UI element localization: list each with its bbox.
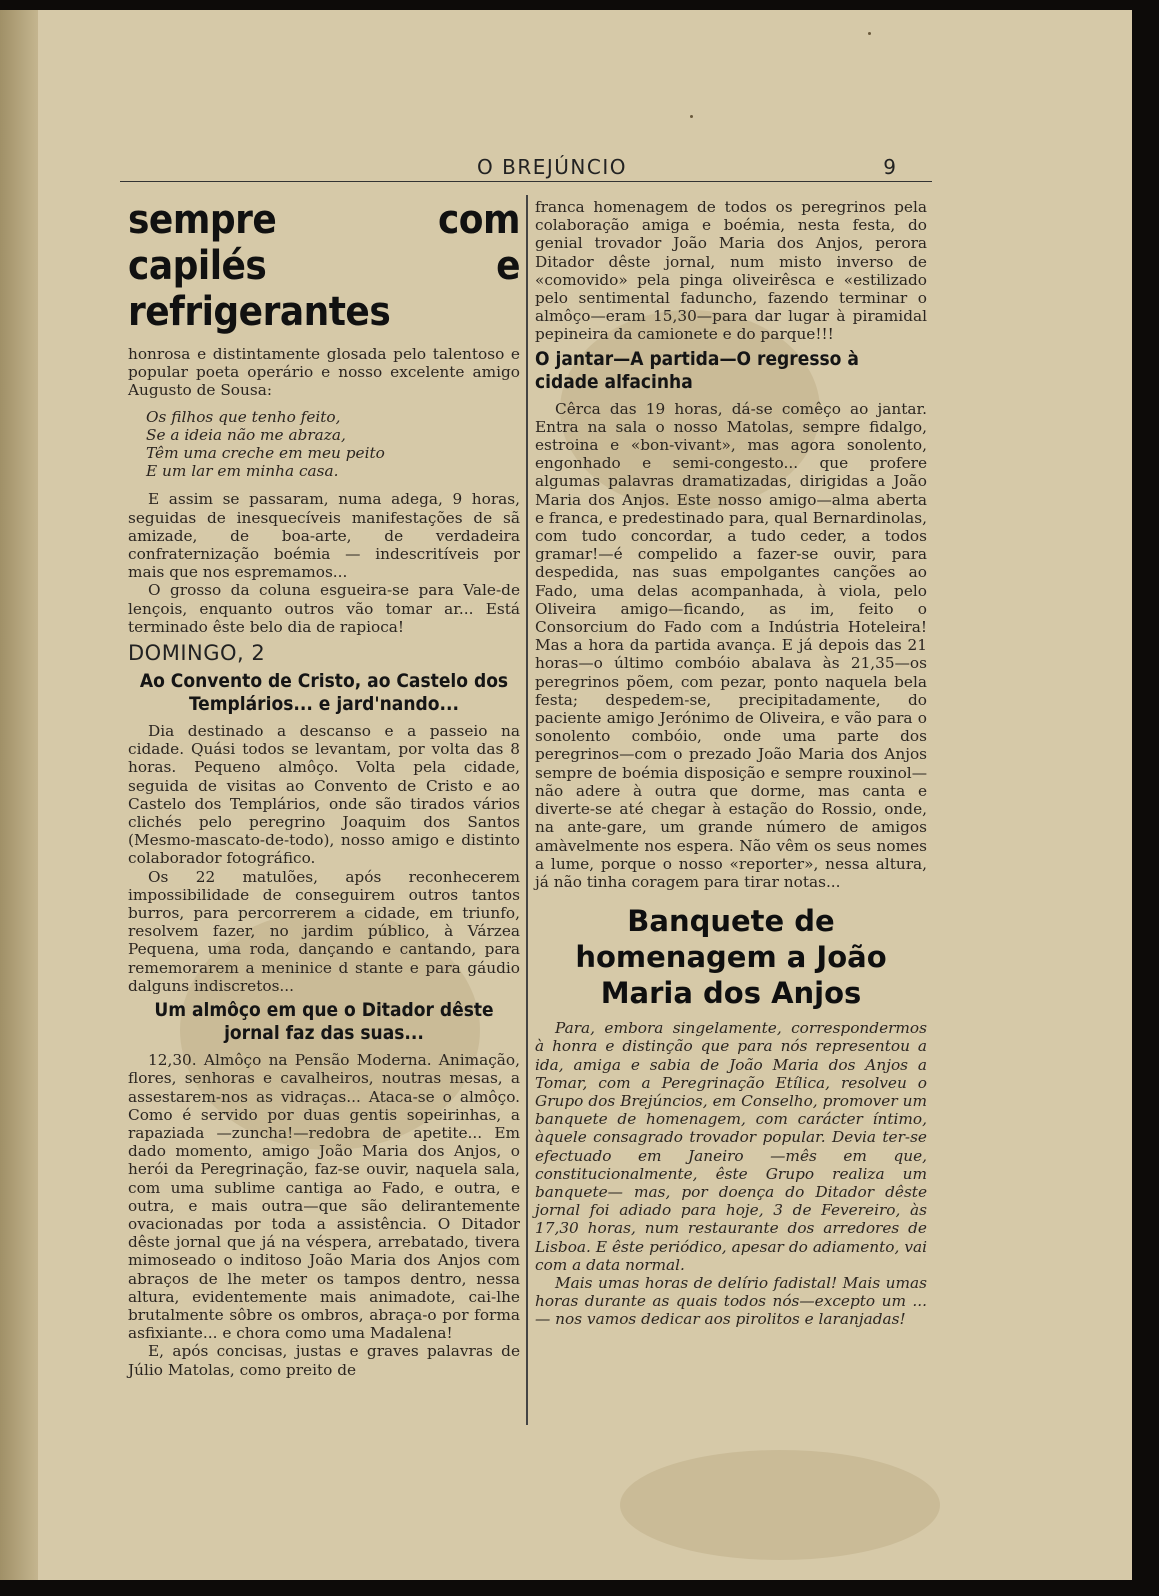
right-column [535,198,927,1329]
verse-line: Têm uma creche em meu peito [146,444,385,463]
paper-speck [690,115,693,118]
paragraph: Os 22 matulões, após reconhecerem impossibilidade de conseguirem outros tantos burros, para percorrerem a cidade, em triunfo, resolvem fazer, no jardim público, à Várzea Pequena, uma roda, dançando e cantando, para rememorarem a meninice d stante e para gáudio dalguns indiscretos... [128,867,520,995]
paragraph: Mais umas horas de delírio fadistal! Mais umas horas durante as quais todos nós—excepto um ... — nos vamos dedicar aos pirolitos e laranjadas! [535,1273,927,1329]
headline-capiles: sempre com capilés e refrigerantes [128,197,520,335]
paragraph: E assim se passaram, numa adega, 9 horas, seguidas de inesquecíveis manifestações de sã amizade, de boa-arte, de verdadeira confraternização boémia — indescritíveis por mais que nos espremamos... [128,490,520,582]
running-head [120,153,932,182]
paper-stain [620,1450,940,1560]
verse-line: E um lar em minha casa. [146,462,339,481]
verse-block [146,408,520,481]
paragraph: Para, embora singelamente, correspondermos à honra e distinção que para nós representou a ida, amiga e sabia de João Maria dos Anjos a Tomar, com a Peregrinação Etílica, resolveu o Grupo dos Brejúncios, em Conselho, promover um banquete de homenagem, com carácter íntimo, àquele consagrado trovador popular. Devia ter-se efectuado em Janeiro —mês em que, constitucionalmente, êste Grupo realiza um banquete— mas, por doença do Ditador dêste jornal foi adiado para hoje, 3 de Fevereiro, às 17,30 horas, num restaurante dos arredores de Lisboa. E êste periódico, apesar do adiamento, vai com a data normal. [535,1019,927,1274]
section-heading-almoco: Um almôço em que o Ditador dêste jornal faz das suas... [154,999,494,1045]
verse-line: Se a ideia não me abraza, [146,425,346,444]
banquete-notice [535,1019,927,1328]
paragraph: franca homenagem de todos os peregrinos pela colaboração amiga e boémia, nesta festa, do genial trovador João Maria dos Anjos, perora Ditador dêste jornal, num misto inverso de «comovido» pela pinga oliveirêsca e «estilizado pelo sentimental faduncho, fazendo terminar o almôço—eram 15,30—para dar lugar à piramidal pepineira da camionete e do parque!!! [535,198,927,344]
paragraph: 12,30. Almôço na Pensão Moderna. Animação, flores, senhoras e cavalheiros, noutras mesas, a assestarem-nos as vidraças... Ataca-se o almôço. Como é servido por duas gentis sopeirinhas, a rapaziada —zuncha!—redobra de apetite... Em dado momento, amigo João Maria dos Anjos, o herói da Peregrinação, faz-se ouvir, naquela sala, com uma sublime cantiga ao Fado, e outra, e outra, e mais outra—que são delirantemente ovacionadas por toda a assistência. O Ditador dêste jornal que já na véspera, arrebatado, tivera mimoseado o inditoso João Maria dos Anjos com abraços de lhe meter os tampos dentro, nessa altura, evidentemente mais animadote, cai-lhe brutalmente sôbre os ombros, abraça-o por forma asfixiante... e chora como uma Madalena! [128,1051,520,1343]
page-number: 9 [883,155,896,179]
day-heading: DOMINGO, 2 [128,641,266,666]
section-heading-convento: Ao Convento de Cristo, ao Castelo dos Templários... e jard'nando... [139,670,509,716]
section-heading-banquete: Banquete de homenagem a João Maria dos Anjos [575,904,887,1011]
binding-edge [0,10,38,1580]
left-column [128,195,520,1379]
verse-line: Os filhos que tenho feito, [146,407,341,426]
section-heading-jantar: O jantar—A partida—O regresso à cidade alfacinha [535,347,859,393]
paragraph: Cêrca das 19 horas, dá-se comêço ao jantar. Entra na sala o nosso Matolas, sempre fidalgo, estroina e «bon-vivant», mas agora sonolento, engonhado e semi-congesto... que profere algumas palavras dramatizadas, dirigidas a João Maria dos Anjos. Este nosso amigo—alma aberta e franca, e predestinado para, qual Bernardinolas, com tudo concordar, a tudo ceder, a todos gramar!—é compelido a fazer-se ouvir, para despedida, nas suas empolgantes canções ao Fado, uma delas acompanhada, à viola, pelo Oliveira amigo—ficando, as im, feito o Consorcium do Fado com a Indústria Hoteleira! Mas a hora da partida avança. E já depois das 21 horas—o último combóio abalava às 21,35—os peregrinos põem, com pezar, ponto naquela bela festa; despedem-se, precipitadamente, do paciente amigo Jerónimo de Oliveira, e vão para o sonolento combóio, onde uma parte dos peregrinos—com o prezado João Maria dos Anjos sempre de boémia disposição e sempre rouxinol—não adere à outra que dorme, mas canta e diverte-se até chegar à estação do Rossio, onde, na ante-gare, um grande número de amigos amàvelmente nos espera. Não vêm os seus nomes a lume, porque o nosso «reporter», nessa altura, já não tinha coragem para tirar notas... [535,399,927,891]
paragraph: E, após concisas, justas e graves palavras de Júlio Matolas, como preito de [128,1342,520,1379]
column-divider [526,195,528,1425]
paper-speck [868,32,871,35]
journal-title: O BREJÚNCIO [477,155,627,179]
paragraph: honrosa e distintamente glosada pelo talentoso e popular poeta operário e nosso excelente amigo Augusto de Sousa: [128,345,520,400]
paragraph: Dia destinado a descanso e a passeio na cidade. Quási todos se levantam, por volta das 8 horas. Pequeno almôço. Volta pela cidade, seguida de visitas ao Convento de Cristo e ao Castelo dos Templários, onde são tirados vários clichés pelo peregrino Joaquim dos Santos (Mesmo-mascato-de-todo), nosso amigo e distinto colaborador fotográfico. [128,722,520,868]
paragraph: O grosso da coluna esgueira-se para Vale-de lençois, enquanto outros vão tomar ar... Está terminado êste belo dia de rapioca! [128,581,520,636]
